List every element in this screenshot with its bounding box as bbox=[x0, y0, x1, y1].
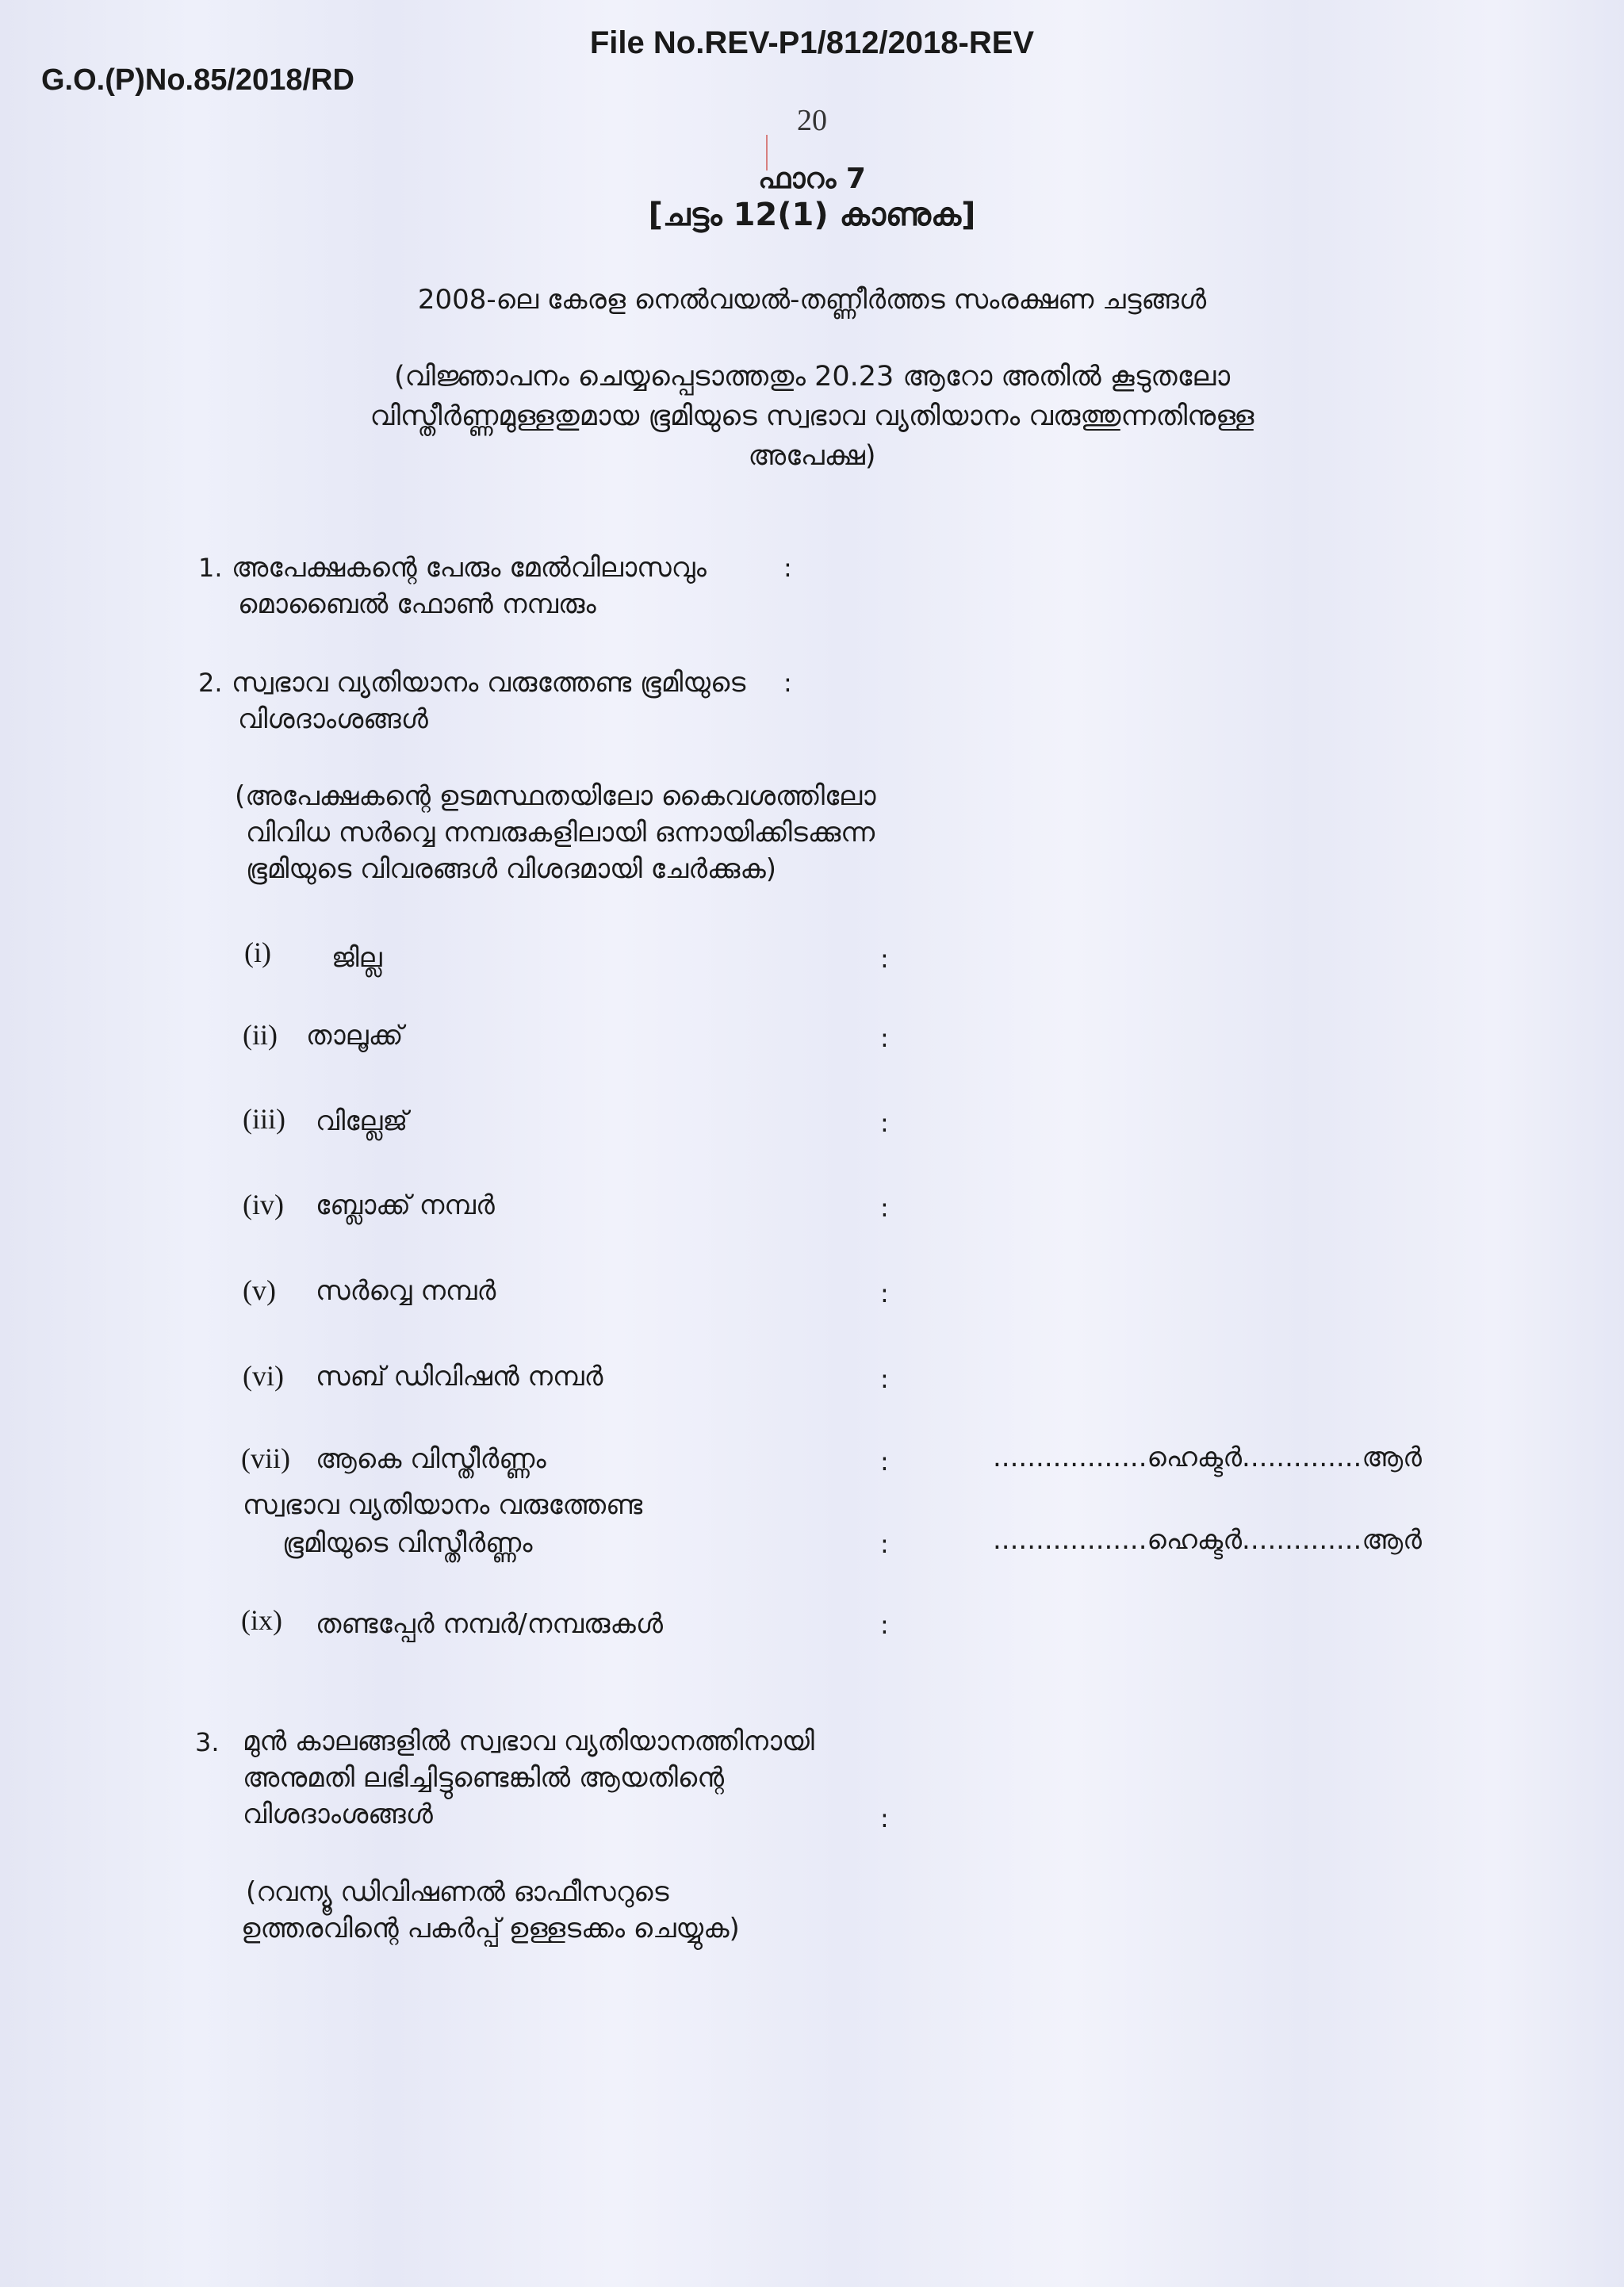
sub-item-number: (ix) bbox=[241, 1604, 282, 1636]
block-number-label: ബ്ലോക്ക് നമ്പർ bbox=[316, 1189, 495, 1221]
field-colon: : bbox=[783, 553, 792, 583]
land-details-note: ഭൂമിയുടെ വിവരങ്ങൾ വിശദമായി ചേർക്കുക) bbox=[246, 853, 777, 885]
survey-number-label: സർവ്വെ നമ്പർ bbox=[316, 1275, 496, 1307]
sub-item-number: (v) bbox=[243, 1274, 276, 1306]
rdo-order-note: (റവന്യൂ ഡിവിഷണൽ ഓഫീസറുടെ bbox=[246, 1876, 669, 1908]
subdivision-number-label: സബ് ഡിവിഷൻ നമ്പർ bbox=[316, 1361, 603, 1393]
district-label: ജില്ല bbox=[331, 942, 382, 974]
land-details-note: വിവിധ സർവ്വെ നമ്പരുകളിലായി ഒന്നായിക്കിടക്കുന്ന bbox=[246, 817, 875, 849]
mobile-number-label: മൊബൈൽ ഫോൺ നമ്പരും bbox=[238, 588, 596, 620]
prior-permission-label-cont: അനുമതി ലഭിച്ചിട്ടുണ്ടെങ്കിൽ ആയതിന്റെ bbox=[243, 1762, 724, 1794]
sub-item-number: (ii) bbox=[243, 1019, 278, 1051]
field-colon: : bbox=[880, 1446, 889, 1477]
purpose-line: വിസ്തീർണ്ണമുള്ളതുമായ ഭൂമിയുടെ സ്വഭാവ വ്യതിയാനം വരുത്തുന്നതിനുള്ള bbox=[370, 400, 1254, 432]
total-area-fill: ..................ഹെക്ടർ..............ആർ bbox=[993, 1442, 1422, 1473]
sub-item-number: (vi) bbox=[243, 1360, 284, 1392]
field-colon: : bbox=[880, 1023, 889, 1053]
thandaper-number-label: തണ്ടപ്പേർ നമ്പർ/നമ്പരുകൾ bbox=[316, 1608, 663, 1640]
conversion-area-label-cont: ഭൂമിയുടെ വിസ്തീർണ്ണം bbox=[282, 1527, 533, 1559]
conversion-area-fill: ..................ഹെക്ടർ..............ആർ bbox=[993, 1524, 1422, 1556]
act-title: 2008-ലെ കേരള നെൽവയൽ-തണ്ണീർത്തട സംരക്ഷണ ചട്ടങ്ങൾ bbox=[417, 284, 1207, 316]
rule-reference: [ചട്ടം 12(1) കാണുക] bbox=[648, 197, 976, 233]
field-colon: : bbox=[880, 1610, 889, 1640]
applicant-name-label: അപേക്ഷകന്റെ പേരും മേൽവിലാസവും bbox=[232, 552, 707, 584]
land-details-note: (അപേക്ഷകന്റെ ഉടമസ്ഥതയിലോ കൈവശത്തിലോ bbox=[235, 780, 876, 812]
field-colon: : bbox=[880, 1803, 889, 1833]
purpose-line: അപേക്ഷ) bbox=[748, 440, 876, 472]
field-colon: : bbox=[880, 1364, 889, 1394]
file-number: File No.REV-P1/812/2018-REV bbox=[589, 25, 1035, 60]
item-number: 1. bbox=[198, 553, 223, 583]
sub-item-number: (vii) bbox=[241, 1442, 290, 1474]
item-number: 3. bbox=[195, 1727, 220, 1757]
prior-permission-label: മുൻ കാലങ്ങളിൽ സ്വഭാവ വ്യതിയാനത്തിനായി bbox=[243, 1726, 814, 1757]
purpose-line: (വിജ്ഞാപനം ചെയ്യപ്പെടാത്തതും 20.23 ആറോ അതിൽ കൂടുതലോ bbox=[393, 361, 1231, 393]
taluk-label: താലൂക്ക് bbox=[306, 1020, 404, 1052]
sub-item-number: (iii) bbox=[243, 1103, 285, 1135]
form-purpose bbox=[206, 357, 1418, 476]
field-colon: : bbox=[880, 1193, 889, 1223]
go-number: G.O.(P)No.85/2018/RD bbox=[41, 63, 354, 97]
field-colon: : bbox=[880, 1108, 889, 1138]
item-number: 2. bbox=[198, 668, 223, 698]
prior-permission-label-cont: വിശദാംശങ്ങൾ bbox=[243, 1799, 433, 1830]
conversion-area-label: സ്വഭാവ വ്യതിയാനം വരുത്തേണ്ട bbox=[243, 1489, 643, 1521]
land-details-label-cont: വിശദാംശങ്ങൾ bbox=[238, 703, 428, 735]
form-title: ഫാറം 7 bbox=[758, 163, 866, 195]
page-number: 20 bbox=[797, 104, 827, 137]
field-colon: : bbox=[880, 1278, 889, 1308]
rdo-order-note: ഉത്തരവിന്റെ പകർപ്പ് ഉള്ളടക്കം ചെയ്യുക) bbox=[241, 1913, 740, 1944]
field-colon: : bbox=[880, 944, 889, 974]
village-label: വില്ലേജ് bbox=[316, 1105, 408, 1137]
land-details-label: സ്വഭാവ വ്യതിയാനം വരുത്തേണ്ട ഭൂമിയുടെ bbox=[232, 667, 746, 699]
sub-item-number: (iv) bbox=[243, 1189, 284, 1220]
sub-item-number: (i) bbox=[244, 937, 271, 968]
field-colon: : bbox=[783, 668, 792, 698]
total-area-label: ആകെ വിസ്തീർണ്ണം bbox=[316, 1443, 546, 1475]
field-colon: : bbox=[880, 1529, 889, 1559]
